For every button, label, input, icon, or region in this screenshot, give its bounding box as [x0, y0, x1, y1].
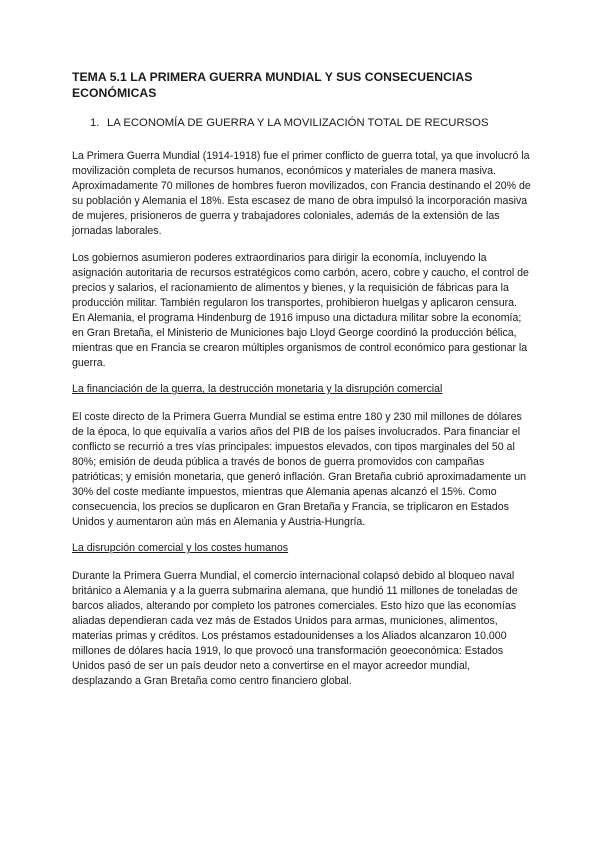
section-title: LA ECONOMÍA DE GUERRA Y LA MOVILIZACIÓN TOTAL DE RECURSOS: [107, 117, 489, 129]
subheading-trade-disruption: La disrupción comercial y los costes humanos: [72, 542, 289, 554]
paragraph-war-cost: El coste directo de la Primera Guerra Mundial se estima entre 180 y 230 mil millones de dólares de la época, lo que equivalía a varios años del PIB de los países involucrados. Para financiar el conflicto se recurrió a tres vías principales: impuestos elevados, con tipos marginales del 50 al 80%; emisión de deuda pública a través de bonos de guerra promovidos con campañas patrióticas; y emisión monetaria, que generó inflación. Gran Bretaña cubrió aproximadamente un 30% del coste mediante impuestos, mientras que Alemania apenas alcanzó el 15%. Como consecuencia, los precios se duplicaron en Gran Bretaña y Francia, se triplicaron en Estados Unidos y aumentaron aún más en Alemania y Austria-Hungría.: [72, 411, 527, 528]
section-heading: [72, 116, 532, 130]
paragraph-trade-collapse: Durante la Primera Guerra Mundial, el comercio internacional colapsó debido al bloqueo naval británico a Alemania y a la guerra submarina alemana, que hundió 11 millones de toneladas de barcos aliados, alterando por completo los patrones comerciales. Esto hizo que las economías aliadas dependieran cada vez más de Estados Unidos para armas, municiones, alimentos, materias primas y créditos. Los préstamos estadounidenses a los Aliados alcanzaron 10.000 millones de dólares hacia 1919, lo que provocó una transformación geoeconómica: Estados Unidos pasó de ser un país deudor neto a convertirse en el mayor acreedor mundial, desplazando a Gran Bretaña como centro financiero global.: [72, 570, 518, 687]
section-number: 1.: [90, 117, 100, 129]
paragraph-government-powers: Los gobiernos asumieron poderes extraordinarios para dirigir la economía, incluyendo la asignación autoritaria de recursos estratégicos como carbón, acero, cobre y caucho, el control de precios y salarios, el racionamiento de alimentos y bienes, y la requisición de fábricas para la producción militar. También regularon los transportes, prohibieron huelgas y aplicaron censura. En Alemania, el programa Hindenburg de 1916 impuso una dictadura militar sobre la economía; en Gran Bretaña, el Ministerio de Municiones bajo Lloyd George coordinó la producción bélica, mientras que en Francia se crearon múltiples organismos de control económico para gestionar la guerra.: [72, 252, 529, 369]
document-title: TEMA 5.1 LA PRIMERA GUERRA MUNDIAL Y SUS CONSECUENCIAS ECONÓMICAS: [72, 70, 473, 100]
paragraph-total-war: La Primera Guerra Mundial (1914-1918) fue el primer conflicto de guerra total, ya que involucró la movilización completa de recursos humanos, económicos y materiales de manera masiva. Aproximadamente 70 millones de hombres fueron movilizados, con Francia destinando el 20% de su población y Alemania el 18%. Esta escasez de mano de obra impulsó la incorporación masiva de mujeres, prisioneros de guerra y trabajadores coloniales, además de la extensión de las jornadas laborales.: [72, 150, 531, 237]
subheading-financing: La financiación de la guerra, la destrucción monetaria y la disrupción comercial: [72, 383, 443, 395]
document-page: [72, 70, 532, 689]
